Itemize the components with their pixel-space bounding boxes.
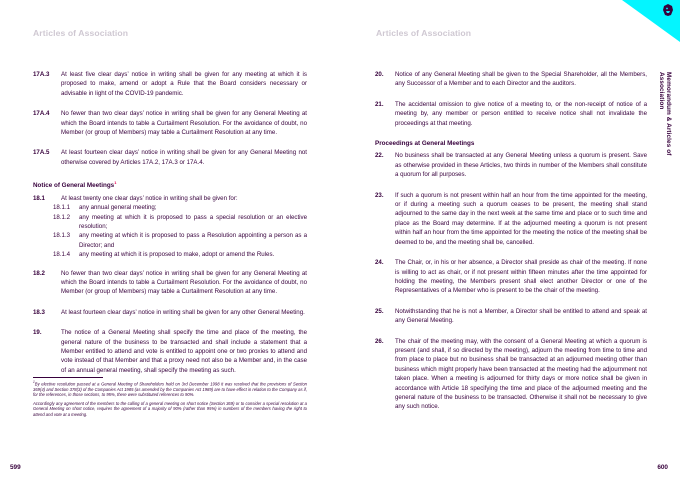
clause-text: At least fourteen clear days’ notice in writing shall be given for any other General Meeting. xyxy=(61,308,305,316)
clause-text: If such a quorum is not present within half an hour from the time appointed for the meeting, or if during a meeting such a quorum ceases to be present, the meeting shall stand adjourned to the same day in the next week at the same time and place or to such time and place as the Board may determine. If at the adjourned meeting a quorum is not present within half an hour from the time appointed for the meeting the notice of the meeting shall be deemed to be, and the meeting shall be, cancelled. xyxy=(395,191,647,246)
clause-number: 18.2 xyxy=(33,269,45,277)
lion-crest-icon xyxy=(661,3,675,17)
right-running-header: Articles of Association xyxy=(376,28,472,38)
footnote-1 xyxy=(33,380,307,398)
clause-number: 22. xyxy=(375,152,384,160)
clause-number: 20. xyxy=(375,71,384,78)
clause-number: 26. xyxy=(375,337,384,345)
footnote-divider xyxy=(33,377,103,378)
clause-24 xyxy=(375,258,647,296)
subclause-18-1-4 xyxy=(53,250,307,259)
left-running-header: Articles of Association xyxy=(33,28,129,38)
clause-17A-3 xyxy=(33,70,307,98)
subclause-text: any meeting at which it is proposed to pass a Resolution appointing a person as a Director; and xyxy=(79,232,307,249)
clause-text: At least twenty one clear days’ notice in writing shall be given for: xyxy=(61,194,238,202)
footnote-2: Accordingly any agreement of the members to the calling of a general meeting on short notice (Section 369) or to consider a special resolution at a General Meeting on short notice, requires the agreement of a majority of 90% (rather than 95%) in numbers of the members having the right to attend and vote at a meeting. xyxy=(33,400,307,417)
subclause-18-1-2 xyxy=(53,213,307,232)
clause-text: Notice of any General Meeting shall be given to the Special Shareholder, all the Members, any Successor of a Member and to each Director and the auditors. xyxy=(395,71,647,88)
clause-text: At least fourteen clear days’ notice in writing shall be given for any General Meeting not otherwise covered by Articles 17A.2, 17A.3 or 17A.4. xyxy=(61,149,307,166)
clause-text: The accidental omission to give notice of a meeting to, or the non-receipt of notice of a meeting by, any member or person entitled to receive notice shall not invalidate the proceedings at that meeting. xyxy=(395,100,647,127)
clause-text: Notwithstanding that he is not a Member, a Director shall be entitled to attend and speak at any General Meeting. xyxy=(395,307,647,325)
left-page-number: 599 xyxy=(10,464,21,471)
clause-text: The notice of a General Meeting shall specify the time and place of the meeting, the general nature of the business to be transacted and shall include a statement that a Member entitled to attend and vote is entitled to appoint one or two proxies to attend and vote instead of that Member and that a proxy need not also be a Member and, in the case of an annual general meeting, shall specify the meeting as such. xyxy=(61,329,307,374)
clause-number: 17A.3 xyxy=(33,71,50,78)
heading-text: Notice of General Meetings xyxy=(33,182,115,190)
clause-text: At least five clear days’ notice in writing shall be given for any meeting at which it is proposed to make, amend or adopt a Rule that the Board considers necessary or advisable in light of the COVID-19 pandemic. xyxy=(61,71,307,97)
clause-text: No business shall be transacted at any General Meeting unless a quorum is present. Save as otherwise provided in these Articles, two thirds in number of the Members shall constitute a quorum for all purposes. xyxy=(395,152,647,179)
clause-18-1 xyxy=(33,194,307,203)
right-page xyxy=(340,0,680,483)
clause-17A-4 xyxy=(33,109,307,137)
subclause-number: 18.1.2 xyxy=(53,213,71,221)
clause-number: 19. xyxy=(33,329,42,337)
section-side-tab: Memorandum & Articles of Association xyxy=(658,72,672,156)
subclause-text: any meeting at which it is proposed to pass a special resolution or an elective resolution; xyxy=(79,213,307,230)
clause-number: 24. xyxy=(375,259,384,267)
clause-text: The chair of the meeting may, with the consent of a General Meeting at which a quorum is present (and shall, if so directed by the meeting), adjourn the meeting from time to time and from place to place but no business shall be transacted at an adjourned meeting other than business which might properly have been transacted at the meeting had the adjournment not taken place. When a meeting is adjourned for thirty days or more notice shall be given in accordance with Article 18 specifying the time and place of the adjourned meeting and the general nature of the business to be transacted. Otherwise it shall not be necessary to give any such notice. xyxy=(395,337,647,411)
footnote-marker[interactable]: 1 xyxy=(114,180,117,186)
clause-number: 23. xyxy=(375,191,384,199)
clause-21 xyxy=(375,100,647,128)
clause-number: 25. xyxy=(375,307,384,315)
clause-17A-5 xyxy=(33,148,307,167)
clause-26 xyxy=(375,337,647,412)
section-heading-notice xyxy=(33,178,307,191)
clause-number: 18.1 xyxy=(33,194,45,202)
clause-23 xyxy=(375,191,647,247)
left-content xyxy=(33,70,307,417)
clause-text: The Chair, or, in his or her absence, a Director shall preside as chair of the meeting. If none is willing to act as chair, or if not present within fifteen minutes after the time appointed for holding the meeting, the Members present shall elect another Director or one of the Representatives of a Member who is present to be the chair of the meeting. xyxy=(395,259,647,295)
section-heading-proceedings: Proceedings at General Meetings xyxy=(375,140,475,148)
subclause-number: 18.1.1 xyxy=(53,204,71,212)
clause-number: 21. xyxy=(375,100,384,108)
clause-18-2 xyxy=(33,269,307,297)
clause-18-3 xyxy=(33,308,307,317)
clause-22 xyxy=(375,151,647,179)
clause-number: 18.3 xyxy=(33,308,45,316)
subclause-number: 18.1.3 xyxy=(53,232,71,240)
clause-number: 17A.4 xyxy=(33,110,50,118)
clause-text: No fewer than two clear days’ notice in writing shall be given for any General Meeting at which the Board intends to table a Curtailment Resolution. For the avoidance of doubt, no Member (or group of Members) may table a Curtailment Resolution at any time. xyxy=(61,110,307,137)
clause-19 xyxy=(33,328,307,375)
right-page-number: 600 xyxy=(657,464,668,471)
subclause-18-1-3 xyxy=(53,231,307,250)
clause-number: 17A.5 xyxy=(33,149,50,157)
clause-20 xyxy=(375,70,647,89)
right-content xyxy=(375,70,647,412)
footnote-text: By elective resolution passed at a General Meeting of Shareholders held on 3rd December 1998 it was resolved that the provisions of Section 369(4) and Section 378(3) of the Companies Act 1985 (as amended by the Companies Act 1989) are to have effect in relation to the Company as if, for the references, in those sections, to 95%, there were substituted references to 90%. xyxy=(33,381,307,398)
clause-25 xyxy=(375,307,647,326)
footnote-number: 1 xyxy=(33,380,35,385)
subclause-text: any meeting at which it is proposed to make, adopt or amend the Rules. xyxy=(79,251,275,259)
subclause-text: any annual general meeting; xyxy=(79,204,157,212)
subclause-number: 18.1.4 xyxy=(53,251,71,259)
subclause-18-1-1 xyxy=(53,203,307,212)
clause-text: No fewer than two clear days’ notice in writing shall be given for any General Meeting at which the Board intends to table a Curtailment Resolution. For the avoidance of doubt, no Member (or group of Members) may table a Curtailment Resolution at any time. xyxy=(61,269,307,296)
